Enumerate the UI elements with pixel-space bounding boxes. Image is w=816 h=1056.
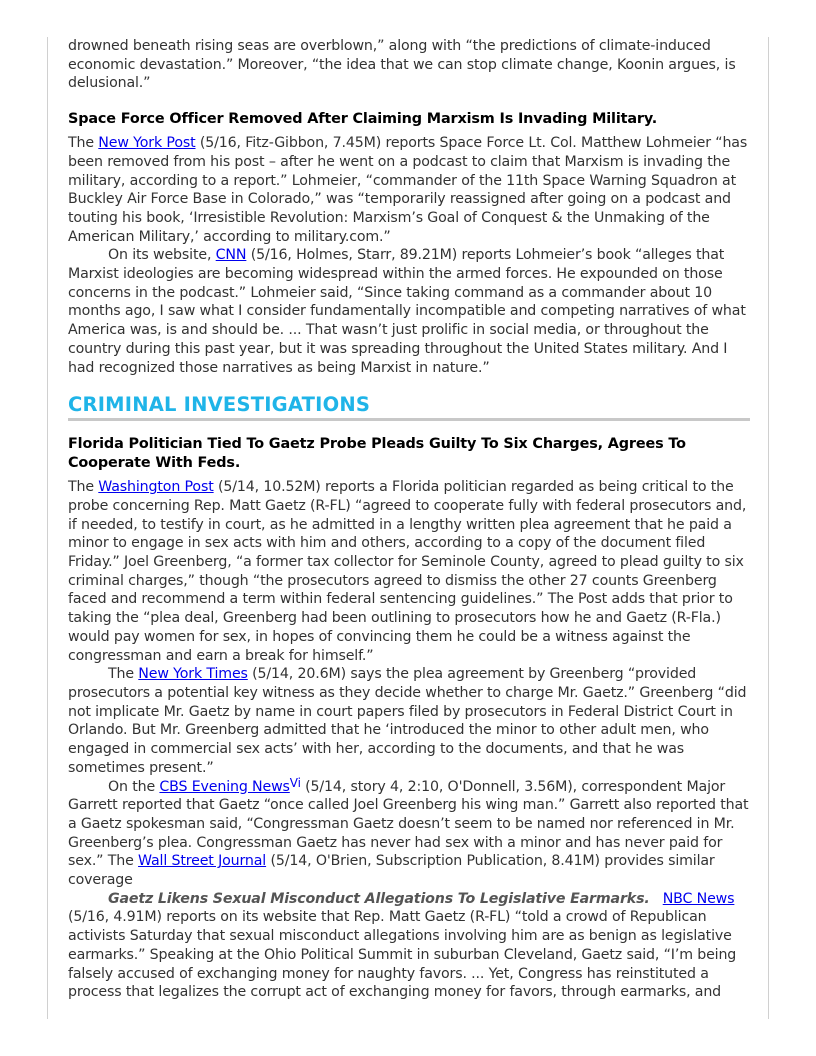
text: The xyxy=(68,479,99,496)
story-paragraph xyxy=(68,890,750,1002)
text: On its website, xyxy=(108,247,216,264)
text: (5/14, 20.6M) says the plea agreement by Greenberg “provided prosecutors a potential key witness as they decide whether to charge Mr. Gaetz.” Greenberg “did not implicate Mr. Gaetz by name in court papers filed by prosecutors in Federal District Court in Orlando. But Mr. Greenberg admitted that he ‘introduced the minor to other adult men, who engaged in commercial sex acts’ with her, according to the documents, and that he was sometimes present.” xyxy=(68,666,747,776)
text: (5/16, Fitz-Gibbon, 7.45M) reports Space Force Lt. Col. Matthew Lohmeier “has been removed from his post – after he went on a podcast to claim that Marxism is invading the military, according to a report.” Lohmeier, “commander of the 11th Space Warning Squadron at Buckley Air Force Base in Colorado,” was “temporarily reassigned after going on a podcast and touting his book, ‘Irresistible Revolution: Marxism’s Goal of Conquest & the Unmaking of the American Military,’ according to military.com.” xyxy=(68,135,748,245)
link-new-york-post[interactable]: New York Post xyxy=(98,135,196,152)
link-nbc-news[interactable]: NBC News xyxy=(662,890,735,907)
newsletter-content xyxy=(68,37,750,1002)
link-new-york-times[interactable]: New York Times xyxy=(138,666,248,683)
text: The xyxy=(68,135,99,152)
text: (5/16, 4.91M) reports on its website that Rep. Matt Gaetz (R-FL) “told a crowd of Republican activists Saturday that sexual misconduct allegations involving him are as benign as legislative earmarks.” Speaking at the Ohio Political Summit in suburban Cleveland, Gaetz said, “I’m being falsely accused of exchanging money for naughty favors. ... Yet, Congress has reinstituted a process that legalizes the corrupt act of exchanging money for favors, through earmarks, and xyxy=(68,909,737,1001)
text: On the xyxy=(108,778,160,795)
link-wall-street-journal[interactable]: Wall Street Journal xyxy=(138,853,267,870)
sub-headline: Gaetz Likens Sexual Misconduct Allegations To Legislative Earmarks. xyxy=(108,890,650,907)
text: (5/14, O'Brien, Subscription Publication, 8.41M) provides similar coverage xyxy=(68,853,715,889)
story-headline-space-force: Space Force Officer Removed After Claiming Marxism Is Invading Military. xyxy=(68,111,658,128)
story-headline-gaetz-probe: Florida Politician Tied To Gaetz Probe Pleads Guilty To Six Charges, Agrees To Cooperate With Feds. xyxy=(68,436,686,472)
story-paragraph xyxy=(68,665,750,777)
section-heading-criminal-investigations: CRIMINAL INVESTIGATIONS xyxy=(68,393,750,421)
video-indicator[interactable]: Vi xyxy=(289,775,301,790)
story-paragraph xyxy=(68,775,750,890)
story-paragraph xyxy=(68,134,750,246)
paragraph-continued: drowned beneath rising seas are overblown,” along with “the predictions of climate-induced economic devastation.” Moreover, “the idea that we can stop climate change, Koonin argues, is delusional.” xyxy=(68,38,736,92)
text: (5/16, Holmes, Starr, 89.21M) reports Lohmeier’s book “alleges that Marxist ideologies are becoming widespread within the armed forces. He expounded on those concerns in the podcast.” Lohmeier said, “Since taking command as a commander about 10 months ago, I saw what I consider fundamentally incompatible and competing narratives of what America was, is and should be. ... That wasn’t just prolific in social media, or throughout the country during this past year, but it was spreading throughout the United States military. And I had recognized those narratives as being Marxist in nature.” xyxy=(68,247,746,376)
text: (5/14, story 4, 2:10, O'Donnell, 3.56M), correspondent Major Garrett reported that Gaetz “once called Joel Greenberg his wing man.” Garrett also reported that a Gaetz spokesman said, “Congressman Gaetz doesn’t seem to be named nor referenced in Mr. Greenberg’s plea. Congressman Gaetz has never had sex with a minor and has never paid for sex.” The xyxy=(68,778,749,870)
text: (5/14, 10.52M) reports a Florida politician regarded as being critical to the probe concerning Rep. Matt Gaetz (R-FL) “agreed to cooperate fully with federal prosecutors and, if needed, to testify in court, as he admitted in a lengthy written plea agreement that he paid a minor to engage in sex acts with him and others, according to a copy of the document filed Friday.” Joel Greenberg, “a former tax collector for Seminole County, agreed to plead guilty to six criminal charges,” though “the prosecutors agreed to dismiss the other 27 counts Greenberg faced and recommend a term within federal sentencing guidelines.” The Post adds that prior to taking the “plea deal, Greenberg had been outlining to prosecutors how he and Gaetz (R-Fla.) would pay women for sex, in hopes of convincing them he could be a witness against the congressman and earn a break for himself.” xyxy=(68,479,747,664)
story-paragraph xyxy=(68,246,750,377)
link-cbs-evening-news[interactable]: CBS Evening News xyxy=(159,778,290,795)
link-washington-post[interactable]: Washington Post xyxy=(98,479,214,496)
link-cnn[interactable]: CNN xyxy=(215,247,247,264)
text: The xyxy=(108,666,139,683)
story-paragraph xyxy=(68,478,750,665)
